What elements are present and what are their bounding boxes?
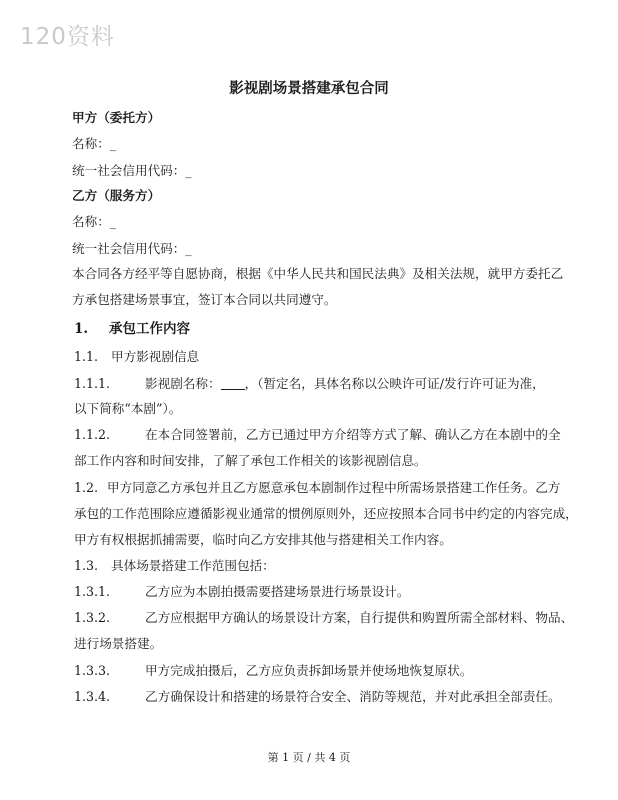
clause-1-3-number: 1.3. [74, 558, 99, 573]
party-b-credit-code: 统一社会信用代码：_ [72, 241, 192, 256]
clause-1-3-text: 具体场景搭建工作范围包括： [111, 558, 275, 573]
clause-1-3-4-number: 1.3.4. [74, 689, 111, 704]
clause-1-3-2-number: 1.3.2. [74, 610, 111, 625]
clause-1-2-line-1: 甲方同意乙方承包并且乙方愿意承包本剧制作过程中所需场景搭建工作任务。乙方 [107, 480, 561, 495]
party-a-credit-code: 统一社会信用代码：_ [72, 163, 192, 178]
clause-1-1-text: 甲方影视剧信息 [111, 349, 200, 364]
clause-1-2-line-2: 承包的工作范围除应遵循影视业通常的惯例原则外，还应按照本合同书中约定的内容完成， [74, 506, 578, 521]
clause-1-2-line-3: 甲方有权根据抓捕需要，临时向乙方安排其他与搭建相关工作内容。 [74, 532, 452, 547]
clause-1-1-1-line-1 [145, 375, 545, 393]
watermark: 120资料 [20, 24, 115, 50]
film-title-blank [221, 375, 245, 390]
clause-1-1-2-number: 1.1.2. [74, 427, 111, 442]
clause-1-3-2-line-1: 乙方应根据甲方确认的场景设计方案，自行提供和购置所需全部材料、物品、 [145, 610, 574, 625]
intro-line-2: 方承包搭建场景事宜，签订本合同以共同遵守。 [72, 292, 337, 307]
clause-1-1-2-line-1: 在本合同签署前，乙方已通过甲方介绍等方式了解、确认乙方在本剧中的全 [145, 427, 561, 442]
clause-1-3-3-number: 1.3.3. [74, 663, 111, 678]
party-a-heading: 甲方（委托方） [72, 110, 161, 125]
page-footer: 第 1 页 / 共 4 页 [267, 751, 351, 764]
document-title: 影视剧场景搭建承包合同 [229, 80, 389, 97]
party-b-heading: 乙方（服务方） [72, 188, 161, 203]
section-1-heading: 承包工作内容 [109, 321, 190, 337]
clause-1-3-3-text: 甲方完成拍摄后，乙方应负责拆卸场景并使场地恢复原状。 [145, 663, 473, 678]
film-title-label: 影视剧名称： [145, 376, 221, 391]
clause-1-1-1-line-2: 以下简称“本剧”）。 [74, 401, 182, 416]
intro-line-1: 本合同各方经平等自愿协商，根据《中华人民共和国民法典》及相关法规，就甲方委托乙 [72, 266, 564, 281]
party-a-name: 名称：_ [72, 136, 117, 151]
clause-1-1-number: 1.1. [74, 349, 99, 364]
clause-1-3-1-text: 乙方应为本剧拍摄需要搭建场景进行场景设计。 [145, 584, 410, 599]
clause-1-3-1-number: 1.3.1. [74, 584, 111, 599]
clause-1-3-2-line-2: 进行场景搭建。 [74, 636, 163, 651]
section-1-number: 1. [74, 321, 89, 337]
clause-1-3-4-text: 乙方确保设计和搭建的场景符合安全、消防等规范，并对此承担全部责任。 [145, 689, 561, 704]
party-b-name: 名称：_ [72, 214, 117, 229]
clause-1-1-2-line-2: 部工作内容和时间安排，了解了承包工作相关的该影视剧信息。 [74, 453, 427, 468]
clause-1-2-number: 1.2. [74, 480, 99, 495]
clause-1-1-1-number: 1.1.1. [74, 376, 111, 391]
film-title-note: ，（暂定名，具体名称以公映许可证/发行许可证为准， [244, 376, 545, 391]
